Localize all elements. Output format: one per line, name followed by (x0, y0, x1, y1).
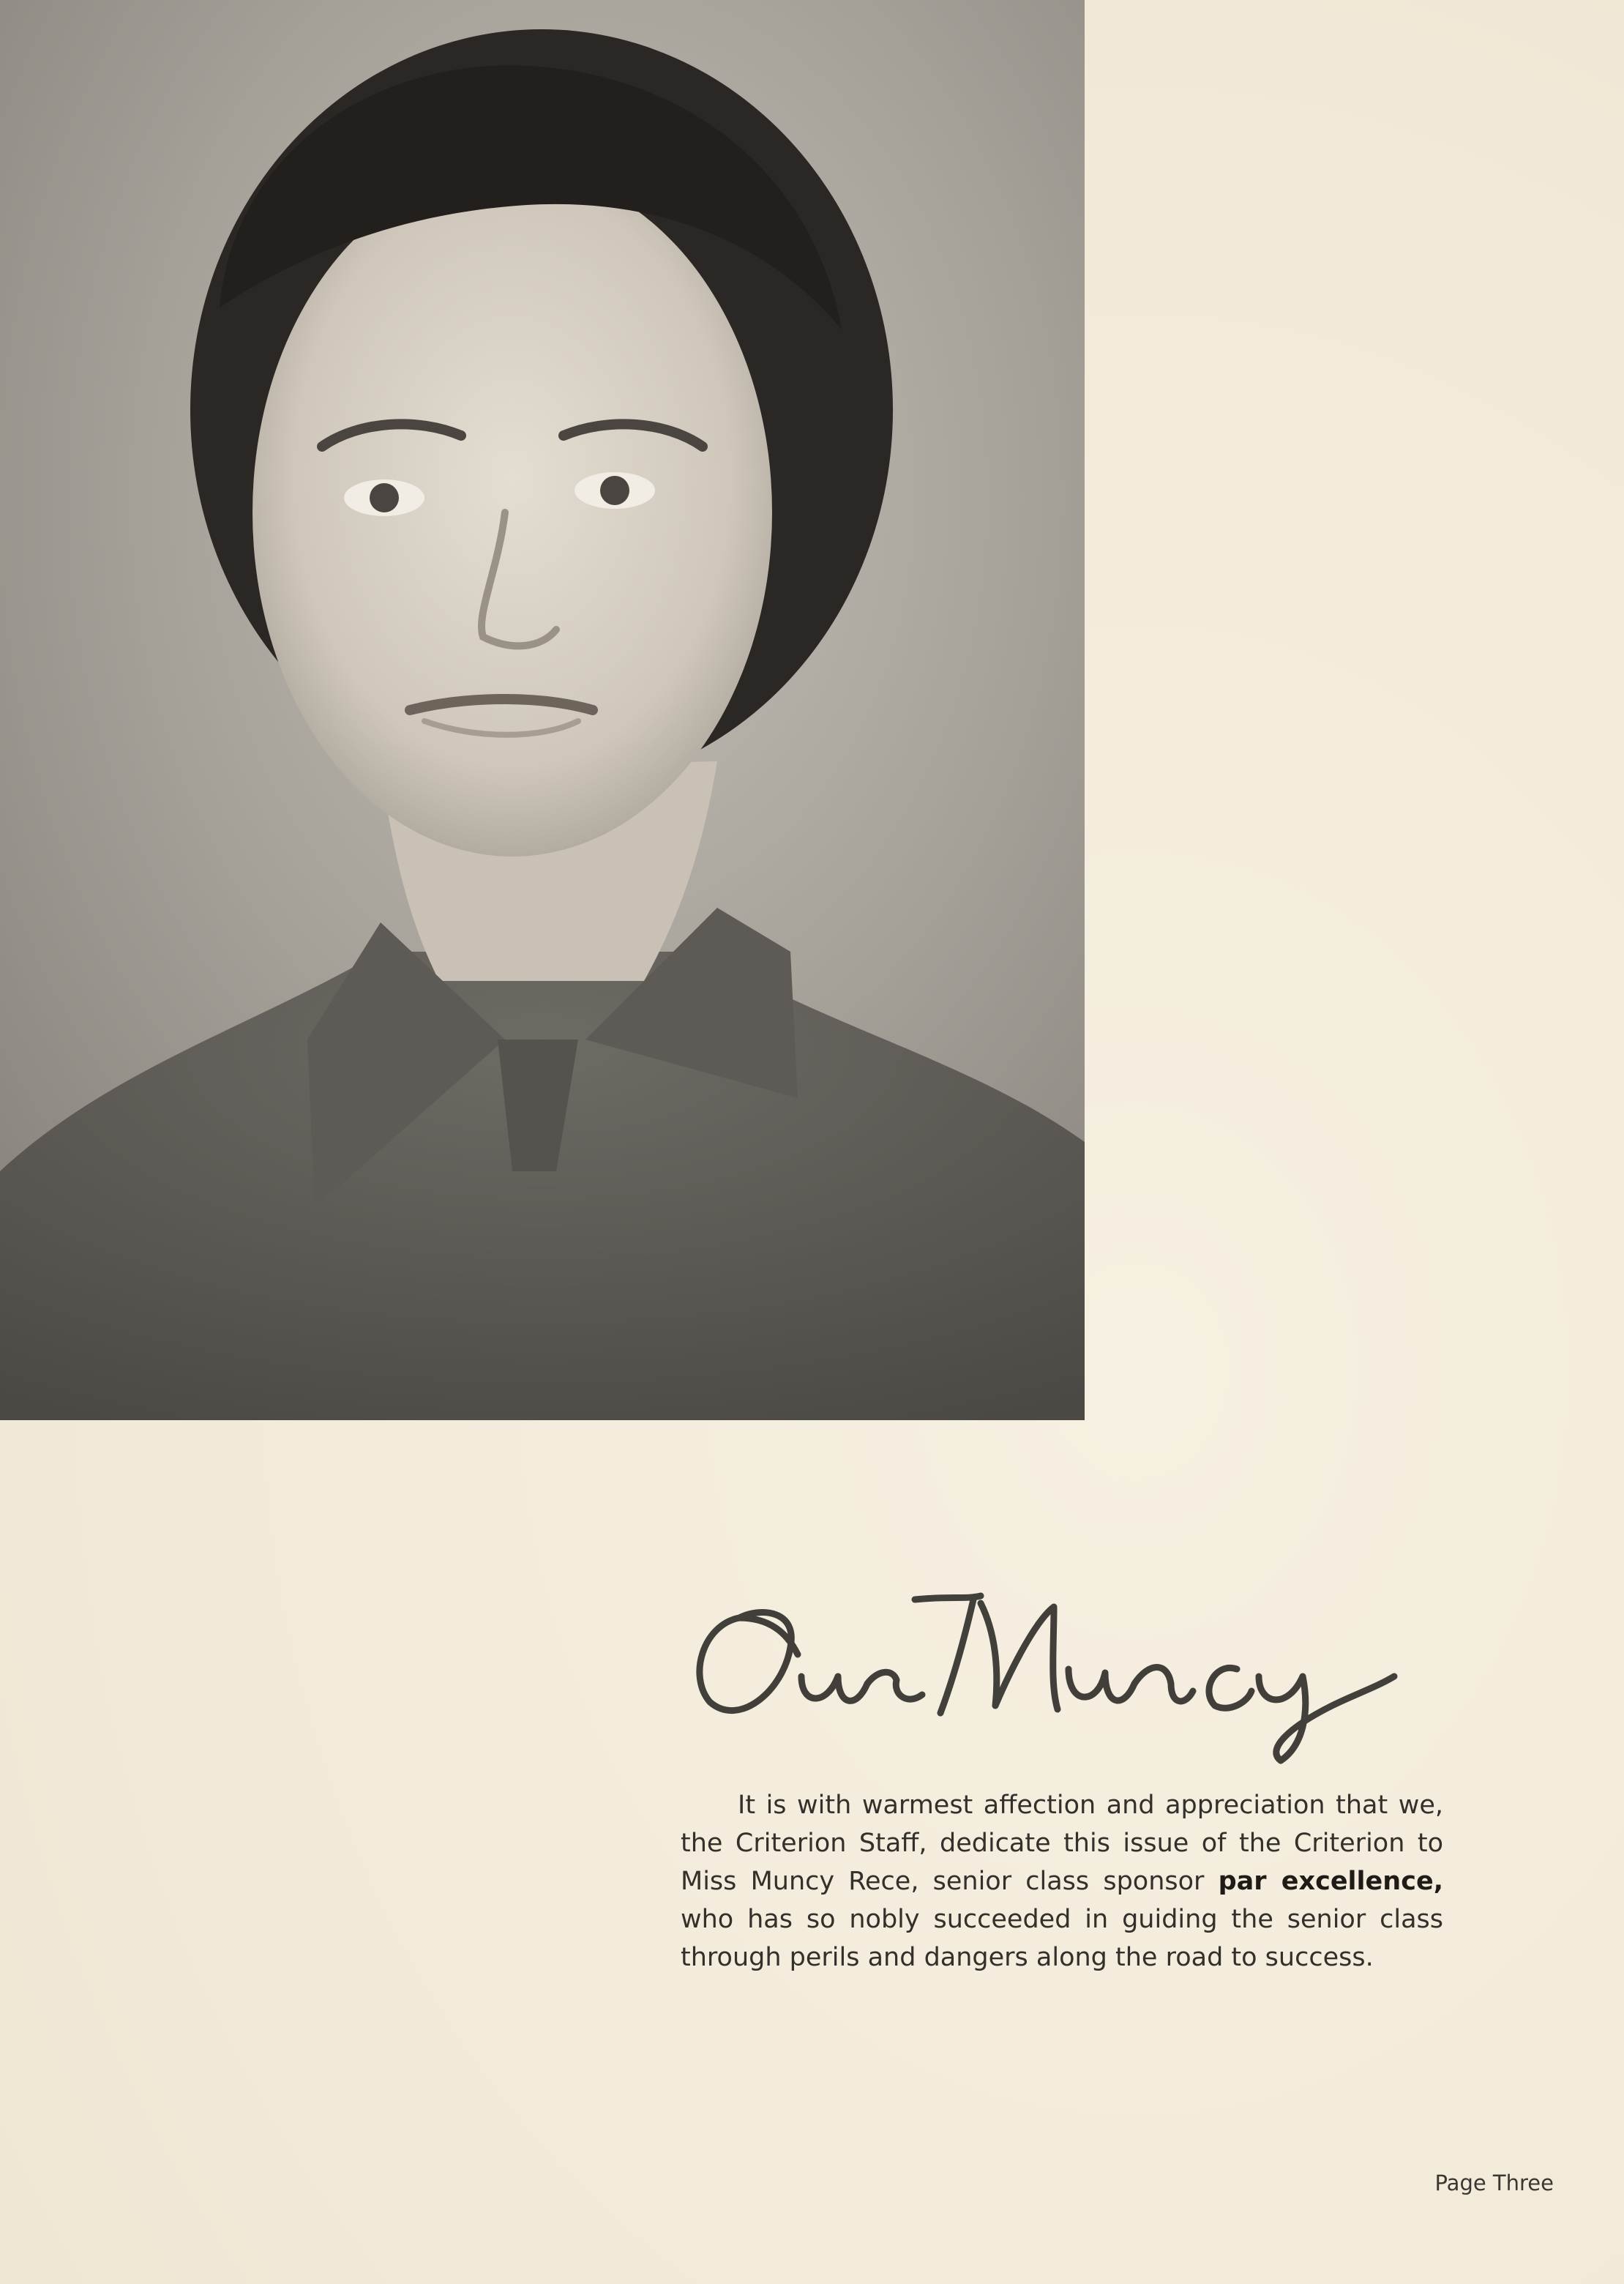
portrait-image (0, 0, 1085, 1420)
dedication-emphasis: par excellence, (1218, 1867, 1443, 1896)
portrait-photo (0, 0, 1085, 1420)
page-number: Page Three (1434, 2171, 1554, 2195)
dedication-text-part1: It is with warmest affection and appreciation that we, the Criterion Staff, dedicate this issue of the Criterion to Miss Muncy Rece, senior class sponsor (681, 1791, 1443, 1896)
dedication-text-part2: who has so nobly succeeded in guiding the senior class through perils and dangers along the road to success. (681, 1905, 1443, 1972)
dedication-paragraph (681, 1786, 1443, 1977)
signature-our-muncy (673, 1567, 1456, 1772)
signature-title (673, 1567, 1456, 1772)
